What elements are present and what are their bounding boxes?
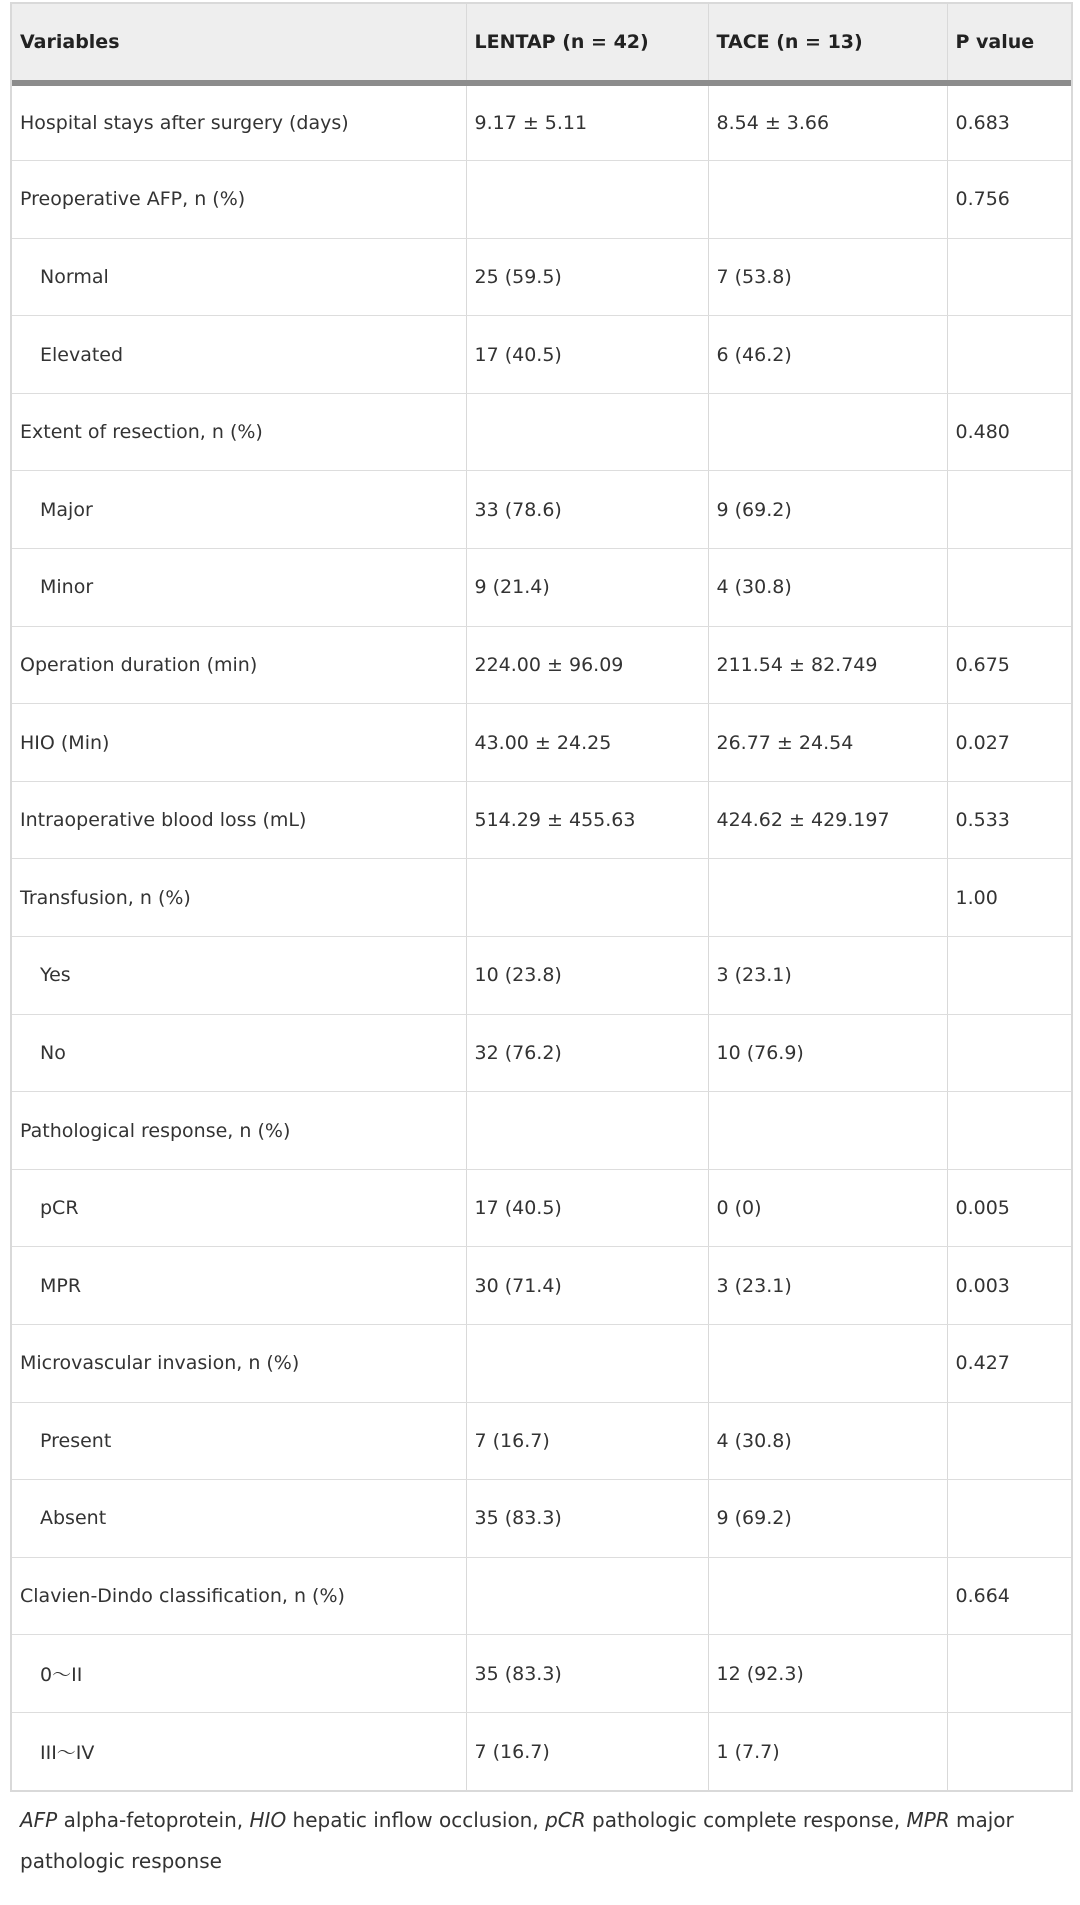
- table-row: [12, 393, 1071, 471]
- lentap-value: 9.17 ± 5.11: [466, 83, 708, 161]
- tace-value: [708, 393, 947, 471]
- row-label: HIO (Min): [12, 704, 466, 782]
- p-value: [947, 1402, 1071, 1480]
- lentap-value: 25 (59.5): [466, 238, 708, 316]
- row-label: Clavien-Dindo classification, n (%): [12, 1557, 466, 1635]
- results-table-container: [10, 2, 1073, 1792]
- row-label: MPR: [12, 1247, 466, 1325]
- lentap-value: 35 (83.3): [466, 1480, 708, 1558]
- p-value: 0.427: [947, 1325, 1071, 1403]
- row-label: Major: [12, 471, 466, 549]
- table-row: [12, 1557, 1071, 1635]
- p-value: 0.027: [947, 704, 1071, 782]
- lentap-value: [466, 859, 708, 937]
- tace-value: 1 (7.7): [708, 1712, 947, 1790]
- table-row: [12, 1712, 1071, 1790]
- lentap-value: 35 (83.3): [466, 1635, 708, 1713]
- footnote-abbr-mpr: MPR: [906, 1808, 950, 1832]
- lentap-value: 30 (71.4): [466, 1247, 708, 1325]
- footnote-abbr-afp: AFP: [20, 1808, 58, 1832]
- p-value: 0.756: [947, 161, 1071, 239]
- lentap-value: 17 (40.5): [466, 316, 708, 394]
- p-value: [947, 1712, 1071, 1790]
- tace-value: 424.62 ± 429.197: [708, 781, 947, 859]
- lentap-value: 7 (16.7): [466, 1402, 708, 1480]
- table-row: [12, 161, 1071, 239]
- p-value: 0.003: [947, 1247, 1071, 1325]
- lentap-value: [466, 161, 708, 239]
- lentap-value: 17 (40.5): [466, 1169, 708, 1247]
- header-tace: TACE (n = 13): [708, 4, 947, 83]
- lentap-value: 32 (76.2): [466, 1014, 708, 1092]
- p-value: [947, 238, 1071, 316]
- lentap-value: [466, 1092, 708, 1170]
- table-row: [12, 704, 1071, 782]
- tace-value: [708, 1557, 947, 1635]
- p-value: 0.683: [947, 83, 1071, 161]
- lentap-value: 33 (78.6): [466, 471, 708, 549]
- table-row: [12, 1325, 1071, 1403]
- footnote-def-afp: alpha-fetoprotein,: [57, 1808, 250, 1832]
- footnote-abbr-hio: HIO: [249, 1808, 287, 1832]
- footnote-abbr-pcr: pCR: [545, 1808, 586, 1832]
- tace-value: 3 (23.1): [708, 1247, 947, 1325]
- table-row: [12, 1014, 1071, 1092]
- tace-value: 4 (30.8): [708, 1402, 947, 1480]
- tace-value: 9 (69.2): [708, 1480, 947, 1558]
- table-header-row: [12, 4, 1071, 83]
- lentap-value: 224.00 ± 96.09: [466, 626, 708, 704]
- p-value: 0.480: [947, 393, 1071, 471]
- table-row: [12, 1092, 1071, 1170]
- row-label: Hospital stays after surgery (days): [12, 83, 466, 161]
- row-label: Pathological response, n (%): [12, 1092, 466, 1170]
- header-lentap: LENTAP (n = 42): [466, 4, 708, 83]
- table-row: [12, 83, 1071, 161]
- lentap-value: [466, 393, 708, 471]
- row-label: Normal: [12, 238, 466, 316]
- row-label: III～IV: [12, 1712, 466, 1790]
- p-value: [947, 1092, 1071, 1170]
- p-value: [947, 1014, 1071, 1092]
- lentap-value: [466, 1325, 708, 1403]
- table-row: [12, 1169, 1071, 1247]
- tace-value: [708, 859, 947, 937]
- row-label: Absent: [12, 1480, 466, 1558]
- row-label: No: [12, 1014, 466, 1092]
- row-label: Minor: [12, 549, 466, 627]
- tace-value: 10 (76.9): [708, 1014, 947, 1092]
- footnote-def-mpr: major pathologic response: [20, 1808, 1014, 1873]
- p-value: 0.005: [947, 1169, 1071, 1247]
- lentap-value: 7 (16.7): [466, 1712, 708, 1790]
- p-value: [947, 549, 1071, 627]
- row-label: Extent of resection, n (%): [12, 393, 466, 471]
- row-label: Yes: [12, 937, 466, 1015]
- row-label: Intraoperative blood loss (mL): [12, 781, 466, 859]
- row-label: pCR: [12, 1169, 466, 1247]
- table-row: [12, 238, 1071, 316]
- tace-value: [708, 1092, 947, 1170]
- row-label: Preoperative AFP, n (%): [12, 161, 466, 239]
- table-row: [12, 471, 1071, 549]
- p-value: [947, 1635, 1071, 1713]
- tace-value: 9 (69.2): [708, 471, 947, 549]
- p-value: [947, 937, 1071, 1015]
- p-value: [947, 471, 1071, 549]
- table-row: [12, 549, 1071, 627]
- table-row: [12, 1480, 1071, 1558]
- row-label: Microvascular invasion, n (%): [12, 1325, 466, 1403]
- tace-value: [708, 161, 947, 239]
- results-table: [12, 4, 1071, 1790]
- table-row: [12, 1635, 1071, 1713]
- footnote-def-pcr: pathologic complete response,: [585, 1808, 907, 1832]
- row-label: Transfusion, n (%): [12, 859, 466, 937]
- p-value: 0.675: [947, 626, 1071, 704]
- header-variables: Variables: [12, 4, 466, 83]
- tace-value: 26.77 ± 24.54: [708, 704, 947, 782]
- table-footnote: [20, 1800, 1050, 1882]
- p-value: [947, 1480, 1071, 1558]
- tace-value: 7 (53.8): [708, 238, 947, 316]
- row-label: 0～II: [12, 1635, 466, 1713]
- table-row: [12, 859, 1071, 937]
- tace-value: 12 (92.3): [708, 1635, 947, 1713]
- p-value: [947, 316, 1071, 394]
- tace-value: 0 (0): [708, 1169, 947, 1247]
- lentap-value: 43.00 ± 24.25: [466, 704, 708, 782]
- p-value: 0.533: [947, 781, 1071, 859]
- p-value: 1.00: [947, 859, 1071, 937]
- tace-value: [708, 1325, 947, 1403]
- row-label: Elevated: [12, 316, 466, 394]
- tace-value: 8.54 ± 3.66: [708, 83, 947, 161]
- table-row: [12, 626, 1071, 704]
- tace-value: 6 (46.2): [708, 316, 947, 394]
- table-row: [12, 781, 1071, 859]
- footnote-def-hio: hepatic inflow occlusion,: [286, 1808, 546, 1832]
- lentap-value: 9 (21.4): [466, 549, 708, 627]
- lentap-value: [466, 1557, 708, 1635]
- tace-value: 211.54 ± 82.749: [708, 626, 947, 704]
- lentap-value: 10 (23.8): [466, 937, 708, 1015]
- header-p-value: P value: [947, 4, 1071, 83]
- tace-value: 3 (23.1): [708, 937, 947, 1015]
- table-row: [12, 937, 1071, 1015]
- lentap-value: 514.29 ± 455.63: [466, 781, 708, 859]
- p-value: 0.664: [947, 1557, 1071, 1635]
- table-row: [12, 1247, 1071, 1325]
- row-label: Operation duration (min): [12, 626, 466, 704]
- table-row: [12, 316, 1071, 394]
- row-label: Present: [12, 1402, 466, 1480]
- tace-value: 4 (30.8): [708, 549, 947, 627]
- table-row: [12, 1402, 1071, 1480]
